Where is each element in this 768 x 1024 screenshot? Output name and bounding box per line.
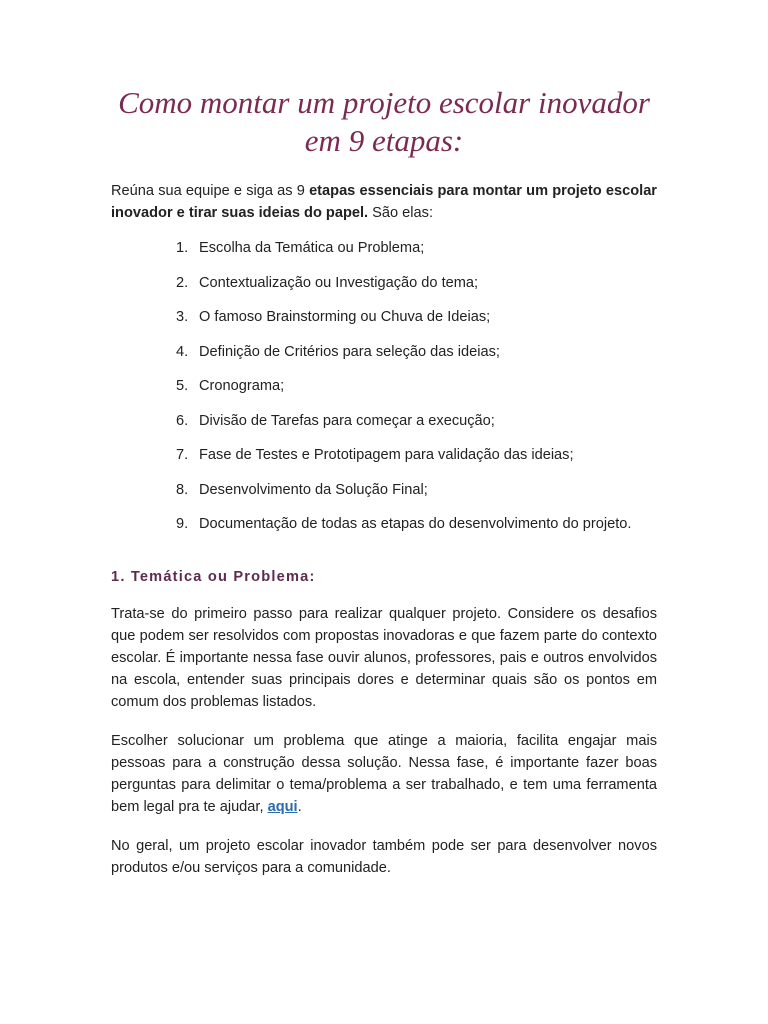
intro-text-end: São elas: [368,205,433,221]
list-item-number: 5. [176,378,189,394]
list-item [111,411,657,431]
list-item-text: Contextualização ou Investigação do tema; [199,274,479,291]
list-item-text: Desenvolvimento da Solução Final; [199,481,428,498]
section-heading: 1. Temática ou Problema: [111,569,316,585]
steps-list [111,238,657,534]
list-item-text: Documentação de todas as etapas do desenvolvimento do projeto. [199,516,632,532]
intro-paragraph [111,180,657,224]
body-paragraph: Trata-se do primeiro passo para realizar qualquer projeto. Considere os desafios que podem ser resolvidos com propostas inovadoras e que fazem parte do contexto escolar. É importante nessa fase ouvir alunos, professores, pais e outros envolvidos na escola, entender suas principais dores e determinar quais são os pontos em comum dos problemas listados. [111,606,657,710]
list-item [111,342,657,362]
list-item [111,514,657,534]
body-paragraph [111,730,657,818]
document-page [111,84,657,879]
list-item-number: 3. [176,309,189,325]
list-item [111,376,657,396]
list-item [111,480,657,500]
body-paragraph: No geral, um projeto escolar inovador também pode ser para desenvolver novos produtos e/ou serviços para a comunidade. [111,838,657,876]
list-item-number: 9. [176,516,189,532]
list-item-text: Divisão de Tarefas para começar a execução; [199,412,495,429]
list-item-text: Escolha da Temática ou Problema; [199,240,425,256]
list-item-text: O famoso Brainstorming ou Chuva de Ideias; [199,309,491,325]
list-item [111,238,657,258]
list-item-number: 8. [176,481,189,498]
intro-text-start: Reúna sua equipe e siga as 9 [111,183,310,199]
list-item-text: Definição de Critérios para seleção das ideias; [199,343,500,360]
title-line-1: Como montar um projeto escolar inovador [118,85,650,120]
list-item-number: 1. [176,240,189,256]
list-item [111,307,657,327]
list-item-text: Fase de Testes e Prototipagem para validação das ideias; [199,447,574,463]
list-item-text: Cronograma; [199,378,285,394]
list-item-number: 2. [176,274,189,291]
paragraph-text-end: . [297,799,302,815]
aqui-link[interactable]: aqui [267,799,298,815]
list-item [111,273,657,293]
list-item [111,445,657,465]
paragraph-text: Escolher solucionar um problema que atinge a maioria, facilita engajar mais pessoas para a construção dessa solução. Nessa fase, é importante fazer boas perguntas para delimitar o tema/problema a ser trabalhado, e tem uma ferramenta bem legal pra te ajudar, [111,733,657,815]
list-item-number: 6. [176,412,189,429]
list-item-number: 7. [176,447,189,463]
intro-bold-text: etapas essenciais para montar um projeto escolar inovador e tirar suas ideias do papel. [111,183,657,221]
document-title [91,84,677,160]
title-line-2: em 9 etapas: [304,123,464,158]
list-item-number: 4. [176,343,189,360]
